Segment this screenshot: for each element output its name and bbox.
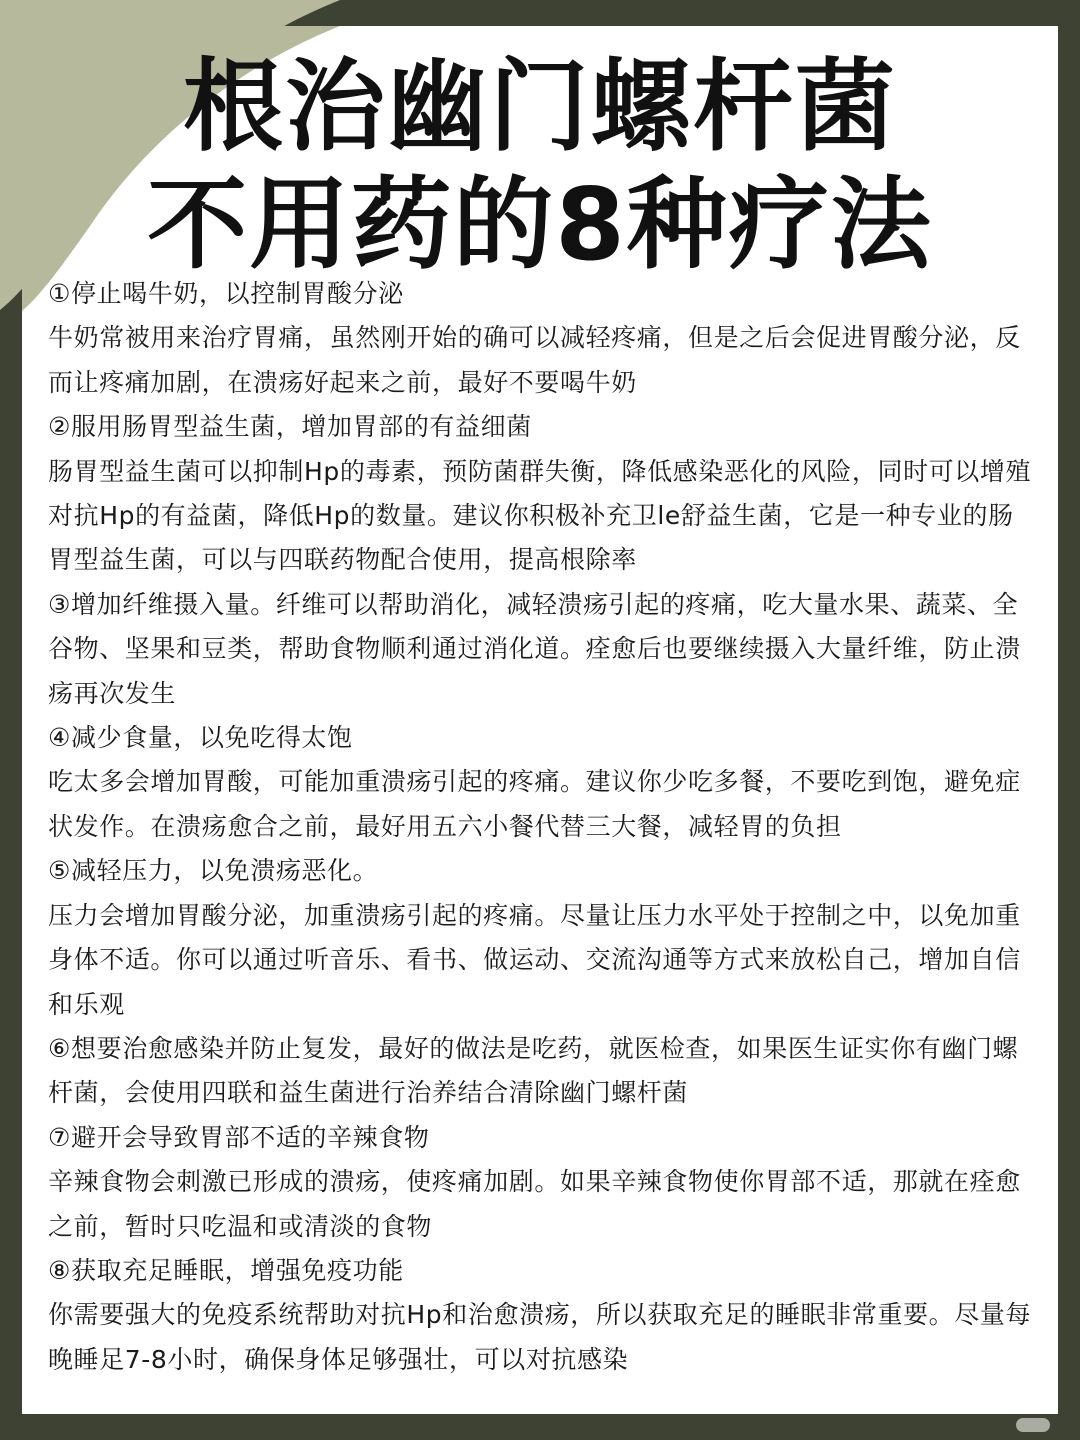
watermark-badge <box>1016 1418 1050 1432</box>
item-7-heading: ⑦避开会导致胃部不适的辛辣食物 <box>48 1122 430 1152</box>
item-8-body: 你需要强大的免疫系统帮助对抗Hp和治愈溃疡，所以获取充足的睡眠非常重要。尽量每晚睡足7-8小时，确保身体足够强壮，可以对抗感染 <box>48 1300 1032 1374</box>
item-8-heading: ⑧获取充足睡眠，增强免疫功能 <box>48 1255 404 1285</box>
page-title <box>22 48 1058 284</box>
item-6-heading: ⑥想要治愈感染并防止复发，最好的做法是吃药，就医检查，如果医生证实你有幽门螺杆菌，会使用四联和益生菌进行治养结合清除幽门螺杆菌 <box>48 1033 1019 1108</box>
title-line-2: 不用药的8种疗法 <box>147 166 933 283</box>
title-line-1: 根治幽门螺杆菌 <box>183 48 897 165</box>
item-3-heading: ③增加纤维摄入量。纤维可以帮助消化，减轻溃疡引起的疼痛，吃大量水果、蔬菜、全谷物、坚果和豆类，帮助食物顺利通过消化道。痊愈后也要继续摄入大量纤维，防止溃疡再次发生 <box>48 589 1021 708</box>
item-2-heading: ②服用肠胃型益生菌，增加胃部的有益细菌 <box>48 412 532 442</box>
item-1-body: 牛奶常被用来治疗胃痛，虽然刚开始的确可以减轻疼痛，但是之后会促进胃酸分泌，反而让疼痛加剧，在溃疡好起来之前，最好不要喝牛奶 <box>48 323 1021 397</box>
item-4-heading: ④减少食量，以免吃得太饱 <box>48 723 353 753</box>
article-body <box>48 272 1038 1382</box>
item-5-body: 压力会增加胃酸分泌，加重溃疡引起的疼痛。尽量让压力水平处于控制之中，以免加重身体不适。你可以通过听音乐、看书、做运动、交流沟通等方式来放松自己，增加自信和乐观 <box>48 900 1021 1019</box>
item-7-body: 辛辣食物会刺激已形成的溃疡，使疼痛加剧。如果辛辣食物使你胃部不适，那就在痊愈之前，暂时只吃温和或清淡的食物 <box>48 1167 1021 1241</box>
item-5-heading: ⑤减轻压力，以免溃疡恶化。 <box>48 856 379 886</box>
content-card <box>22 26 1058 1414</box>
item-2-body: 肠胃型益生菌可以抑制Hp的毒素，预防菌群失衡，降低感染恶化的风险，同时可以增殖对抗Hp的有益菌，降低Hp的数量。建议你积极补充卫le舒益生菌，它是一种专业的肠胃型益生菌，可以与四联药物配合使用，提高根除率 <box>48 456 1032 575</box>
item-4-body: 吃太多会增加胃酸，可能加重溃疡引起的疼痛。建议你少吃多餐，不要吃到饱，避免症状发作。在溃疡愈合之前，最好用五六小餐代替三大餐，减轻胃的负担 <box>48 767 1021 841</box>
item-1-heading: ①停止喝牛奶，以控制胃酸分泌 <box>48 279 404 308</box>
